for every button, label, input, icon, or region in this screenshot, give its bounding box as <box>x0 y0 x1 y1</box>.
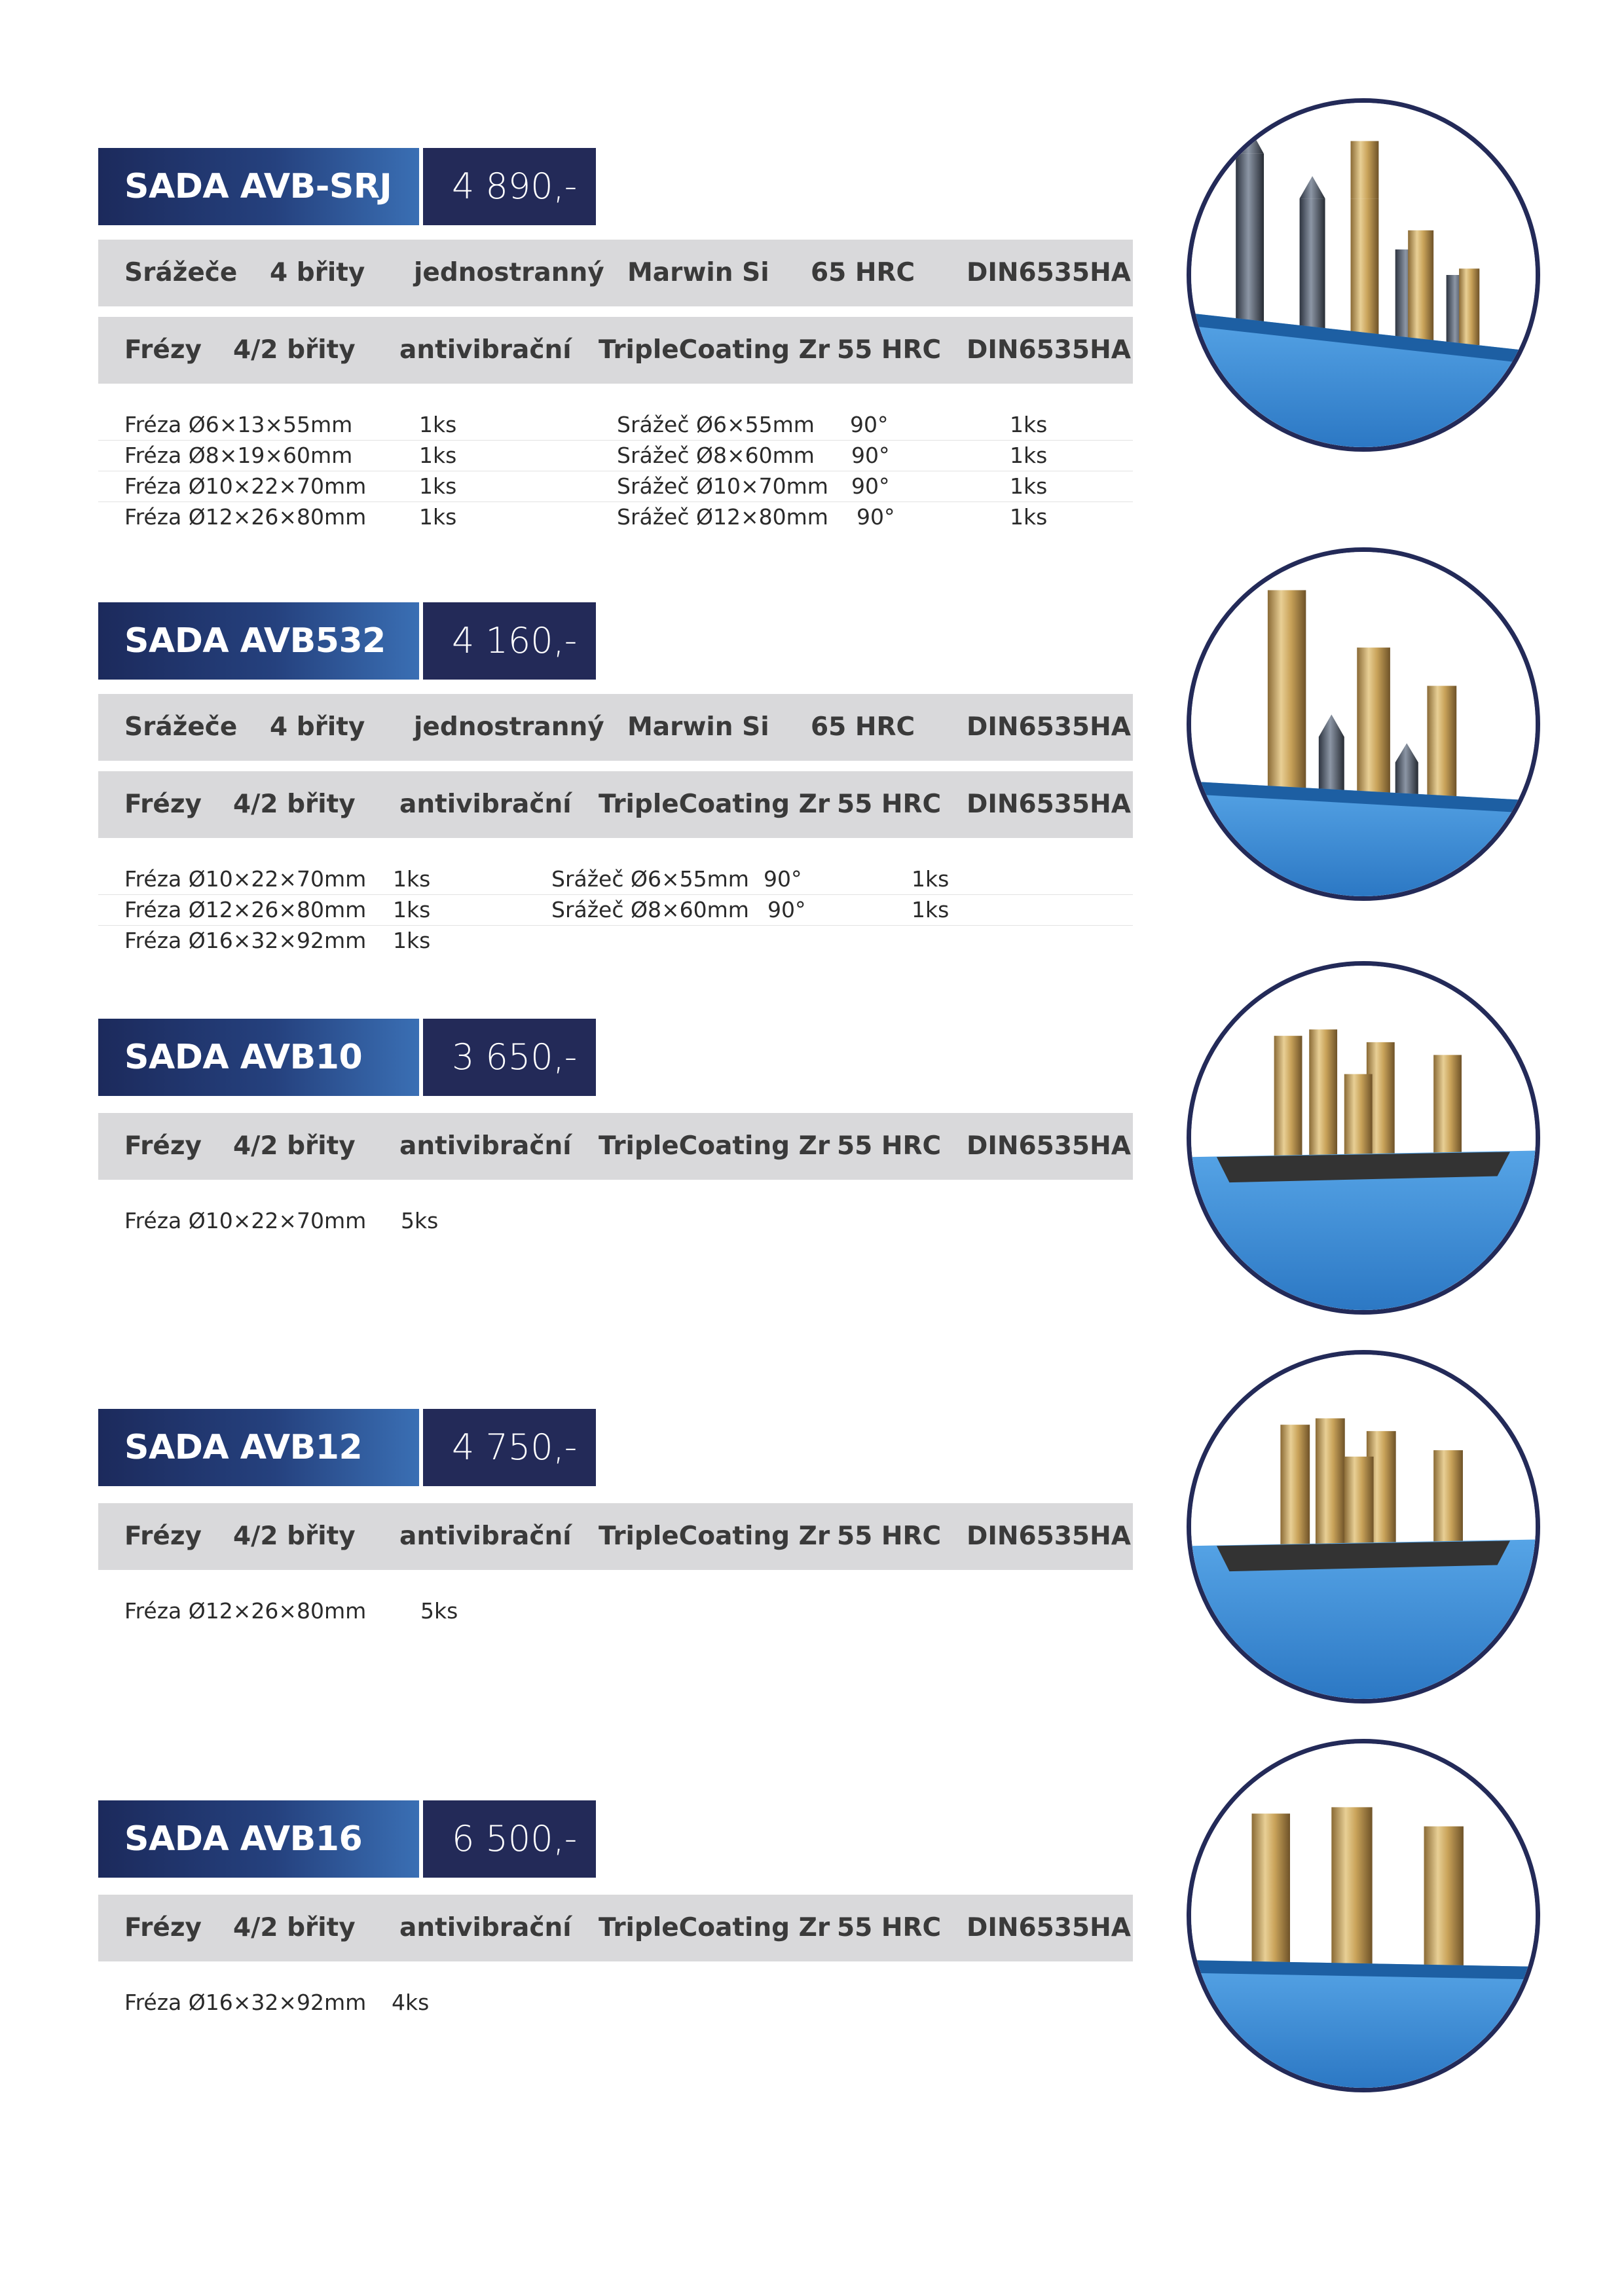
spec-kind: antivibrační <box>399 790 572 819</box>
spec-flutes: 4 břity <box>270 258 365 287</box>
item-mill: Fréza Ø6×13×55mm <box>124 412 353 437</box>
spec-flutes: 4/2 břity <box>233 1131 356 1161</box>
list-item <box>98 895 1133 926</box>
set-title: SADA AVB16 <box>98 1800 419 1878</box>
spec-bar-mills <box>98 771 1133 838</box>
spec-material: Marwin Si <box>627 258 769 287</box>
item-mill-qty: 1ks <box>419 443 457 468</box>
spec-coating: TripleCoating Zr <box>599 1131 830 1161</box>
item-chamfer: Srážeč Ø12×80mm <box>617 504 828 530</box>
list-item <box>98 441 1133 471</box>
set-avb-srj <box>98 148 1133 530</box>
spec-standard: DIN6535HA <box>967 790 1131 819</box>
spec-type: Frézy <box>124 1522 202 1551</box>
item-mill: Fréza Ø10×22×70mm <box>124 1208 367 1233</box>
item-mill: Fréza Ø16×32×92mm <box>124 1990 367 2015</box>
item-mill-qty: 5ks <box>401 1208 439 1233</box>
item-list <box>98 1596 1133 1626</box>
item-chamfer-angle: 90° <box>850 412 889 437</box>
cutter-set-avb16-image <box>1187 1739 1540 2092</box>
set-avb10 <box>98 1019 1133 1233</box>
set-price: 4 890,- <box>423 148 596 225</box>
spec-flutes: 4/2 břity <box>233 1913 356 1942</box>
set-title: SADA AVB-SRJ <box>98 148 419 225</box>
set-title: SADA AVB532 <box>98 602 419 680</box>
spec-coating: TripleCoating Zr <box>599 1522 830 1551</box>
spec-coating: TripleCoating Zr <box>599 335 830 365</box>
set-header <box>98 1800 1133 1878</box>
item-chamfer-angle: 90° <box>764 866 802 892</box>
item-mill-qty: 1ks <box>393 866 431 892</box>
item-chamfer: Srážeč Ø8×60mm <box>551 897 749 922</box>
spec-bar-mills <box>98 317 1133 384</box>
spec-type: Srážeče <box>124 258 238 287</box>
cutter-set-5-image <box>1187 547 1540 901</box>
item-mill: Fréza Ø10×22×70mm <box>124 866 367 892</box>
spec-kind: jednostranný <box>414 712 604 742</box>
set-header <box>98 1409 1133 1486</box>
item-mill-qty: 1ks <box>419 473 457 499</box>
spec-kind: antivibrační <box>399 1913 572 1942</box>
item-list <box>98 864 1133 956</box>
spec-hardness: 55 HRC <box>837 1522 942 1551</box>
spec-kind: jednostranný <box>414 258 604 287</box>
spec-kind: antivibrační <box>399 1131 572 1161</box>
item-mill-qty: 5ks <box>420 1598 458 1624</box>
set-title: SADA AVB12 <box>98 1409 419 1486</box>
item-mill: Fréza Ø12×26×80mm <box>124 897 367 922</box>
item-mill-qty: 1ks <box>419 412 457 437</box>
item-chamfer-qty: 1ks <box>1010 504 1048 530</box>
spec-standard: DIN6535HA <box>967 1131 1131 1161</box>
spec-hardness: 55 HRC <box>837 1913 942 1942</box>
item-chamfer-qty: 1ks <box>1010 412 1048 437</box>
item-mill: Fréza Ø12×26×80mm <box>124 1598 367 1624</box>
item-chamfer-qty: 1ks <box>912 866 950 892</box>
list-item <box>98 471 1133 502</box>
item-chamfer-qty: 1ks <box>912 897 950 922</box>
spec-hardness: 65 HRC <box>811 712 915 742</box>
item-mill: Fréza Ø16×32×92mm <box>124 928 367 953</box>
spec-bar-mills <box>98 1113 1133 1180</box>
spec-type: Frézy <box>124 1131 202 1161</box>
spec-coating: TripleCoating Zr <box>599 1913 830 1942</box>
spec-kind: antivibrační <box>399 335 572 365</box>
item-mill-qty: 1ks <box>393 897 431 922</box>
spec-standard: DIN6535HA <box>967 1913 1131 1942</box>
spec-flutes: 4/2 břity <box>233 335 356 365</box>
spec-standard: DIN6535HA <box>967 712 1131 742</box>
list-item <box>98 864 1133 895</box>
item-mill: Fréza Ø10×22×70mm <box>124 473 367 499</box>
item-mill-qty: 1ks <box>393 928 431 953</box>
spec-bar-chamfer <box>98 694 1133 761</box>
set-header <box>98 602 1133 680</box>
item-chamfer-angle: 90° <box>767 897 806 922</box>
list-item <box>98 1206 1133 1236</box>
spec-hardness: 55 HRC <box>837 335 942 365</box>
spec-type: Srážeče <box>124 712 238 742</box>
item-chamfer: Srážeč Ø10×70mm <box>617 473 828 499</box>
item-chamfer-angle: 90° <box>857 504 895 530</box>
item-list <box>98 410 1133 532</box>
set-price: 6 500,- <box>423 1800 596 1878</box>
spec-type: Frézy <box>124 335 202 365</box>
list-item <box>98 410 1133 441</box>
spec-standard: DIN6535HA <box>967 335 1131 365</box>
set-header <box>98 1019 1133 1096</box>
spec-hardness: 65 HRC <box>811 258 915 287</box>
spec-bar-mills <box>98 1895 1133 1961</box>
spec-kind: antivibrační <box>399 1522 572 1551</box>
set-price: 4 160,- <box>423 602 596 680</box>
spec-coating: TripleCoating Zr <box>599 790 830 819</box>
cutter-set-6-image <box>1187 98 1540 452</box>
set-price: 3 650,- <box>423 1019 596 1096</box>
spec-hardness: 55 HRC <box>837 1131 942 1161</box>
list-item <box>98 1596 1133 1626</box>
set-price: 4 750,- <box>423 1409 596 1486</box>
item-chamfer-qty: 1ks <box>1010 473 1048 499</box>
spec-bar-mills <box>98 1503 1133 1570</box>
spec-standard: DIN6535HA <box>967 258 1131 287</box>
set-avb532 <box>98 602 1133 953</box>
spec-flutes: 4/2 břity <box>233 790 356 819</box>
list-item <box>98 502 1133 532</box>
spec-type: Frézy <box>124 1913 202 1942</box>
item-chamfer: Srážeč Ø6×55mm <box>617 412 815 437</box>
item-chamfer: Srážeč Ø8×60mm <box>617 443 815 468</box>
item-list <box>98 1988 1133 2018</box>
item-mill: Fréza Ø8×19×60mm <box>124 443 353 468</box>
spec-hardness: 55 HRC <box>837 790 942 819</box>
cutter-set-avb10-image <box>1187 961 1540 1315</box>
item-chamfer-qty: 1ks <box>1010 443 1048 468</box>
item-chamfer-angle: 90° <box>851 473 890 499</box>
set-title: SADA AVB10 <box>98 1019 419 1096</box>
item-list <box>98 1206 1133 1236</box>
item-mill-qty: 1ks <box>419 504 457 530</box>
list-item <box>98 1988 1133 2018</box>
spec-type: Frézy <box>124 790 202 819</box>
list-item <box>98 926 1133 956</box>
spec-flutes: 4/2 břity <box>233 1522 356 1551</box>
spec-material: Marwin Si <box>627 712 769 742</box>
set-avb12 <box>98 1409 1133 1624</box>
set-header <box>98 148 1133 225</box>
cutter-set-avb12-image <box>1187 1350 1540 1704</box>
spec-flutes: 4 břity <box>270 712 365 742</box>
set-avb16 <box>98 1800 1133 2015</box>
spec-standard: DIN6535HA <box>967 1522 1131 1551</box>
item-chamfer: Srážeč Ø6×55mm <box>551 866 749 892</box>
item-chamfer-angle: 90° <box>851 443 890 468</box>
spec-bar-chamfer <box>98 240 1133 306</box>
item-mill: Fréza Ø12×26×80mm <box>124 504 367 530</box>
item-mill-qty: 4ks <box>392 1990 430 2015</box>
